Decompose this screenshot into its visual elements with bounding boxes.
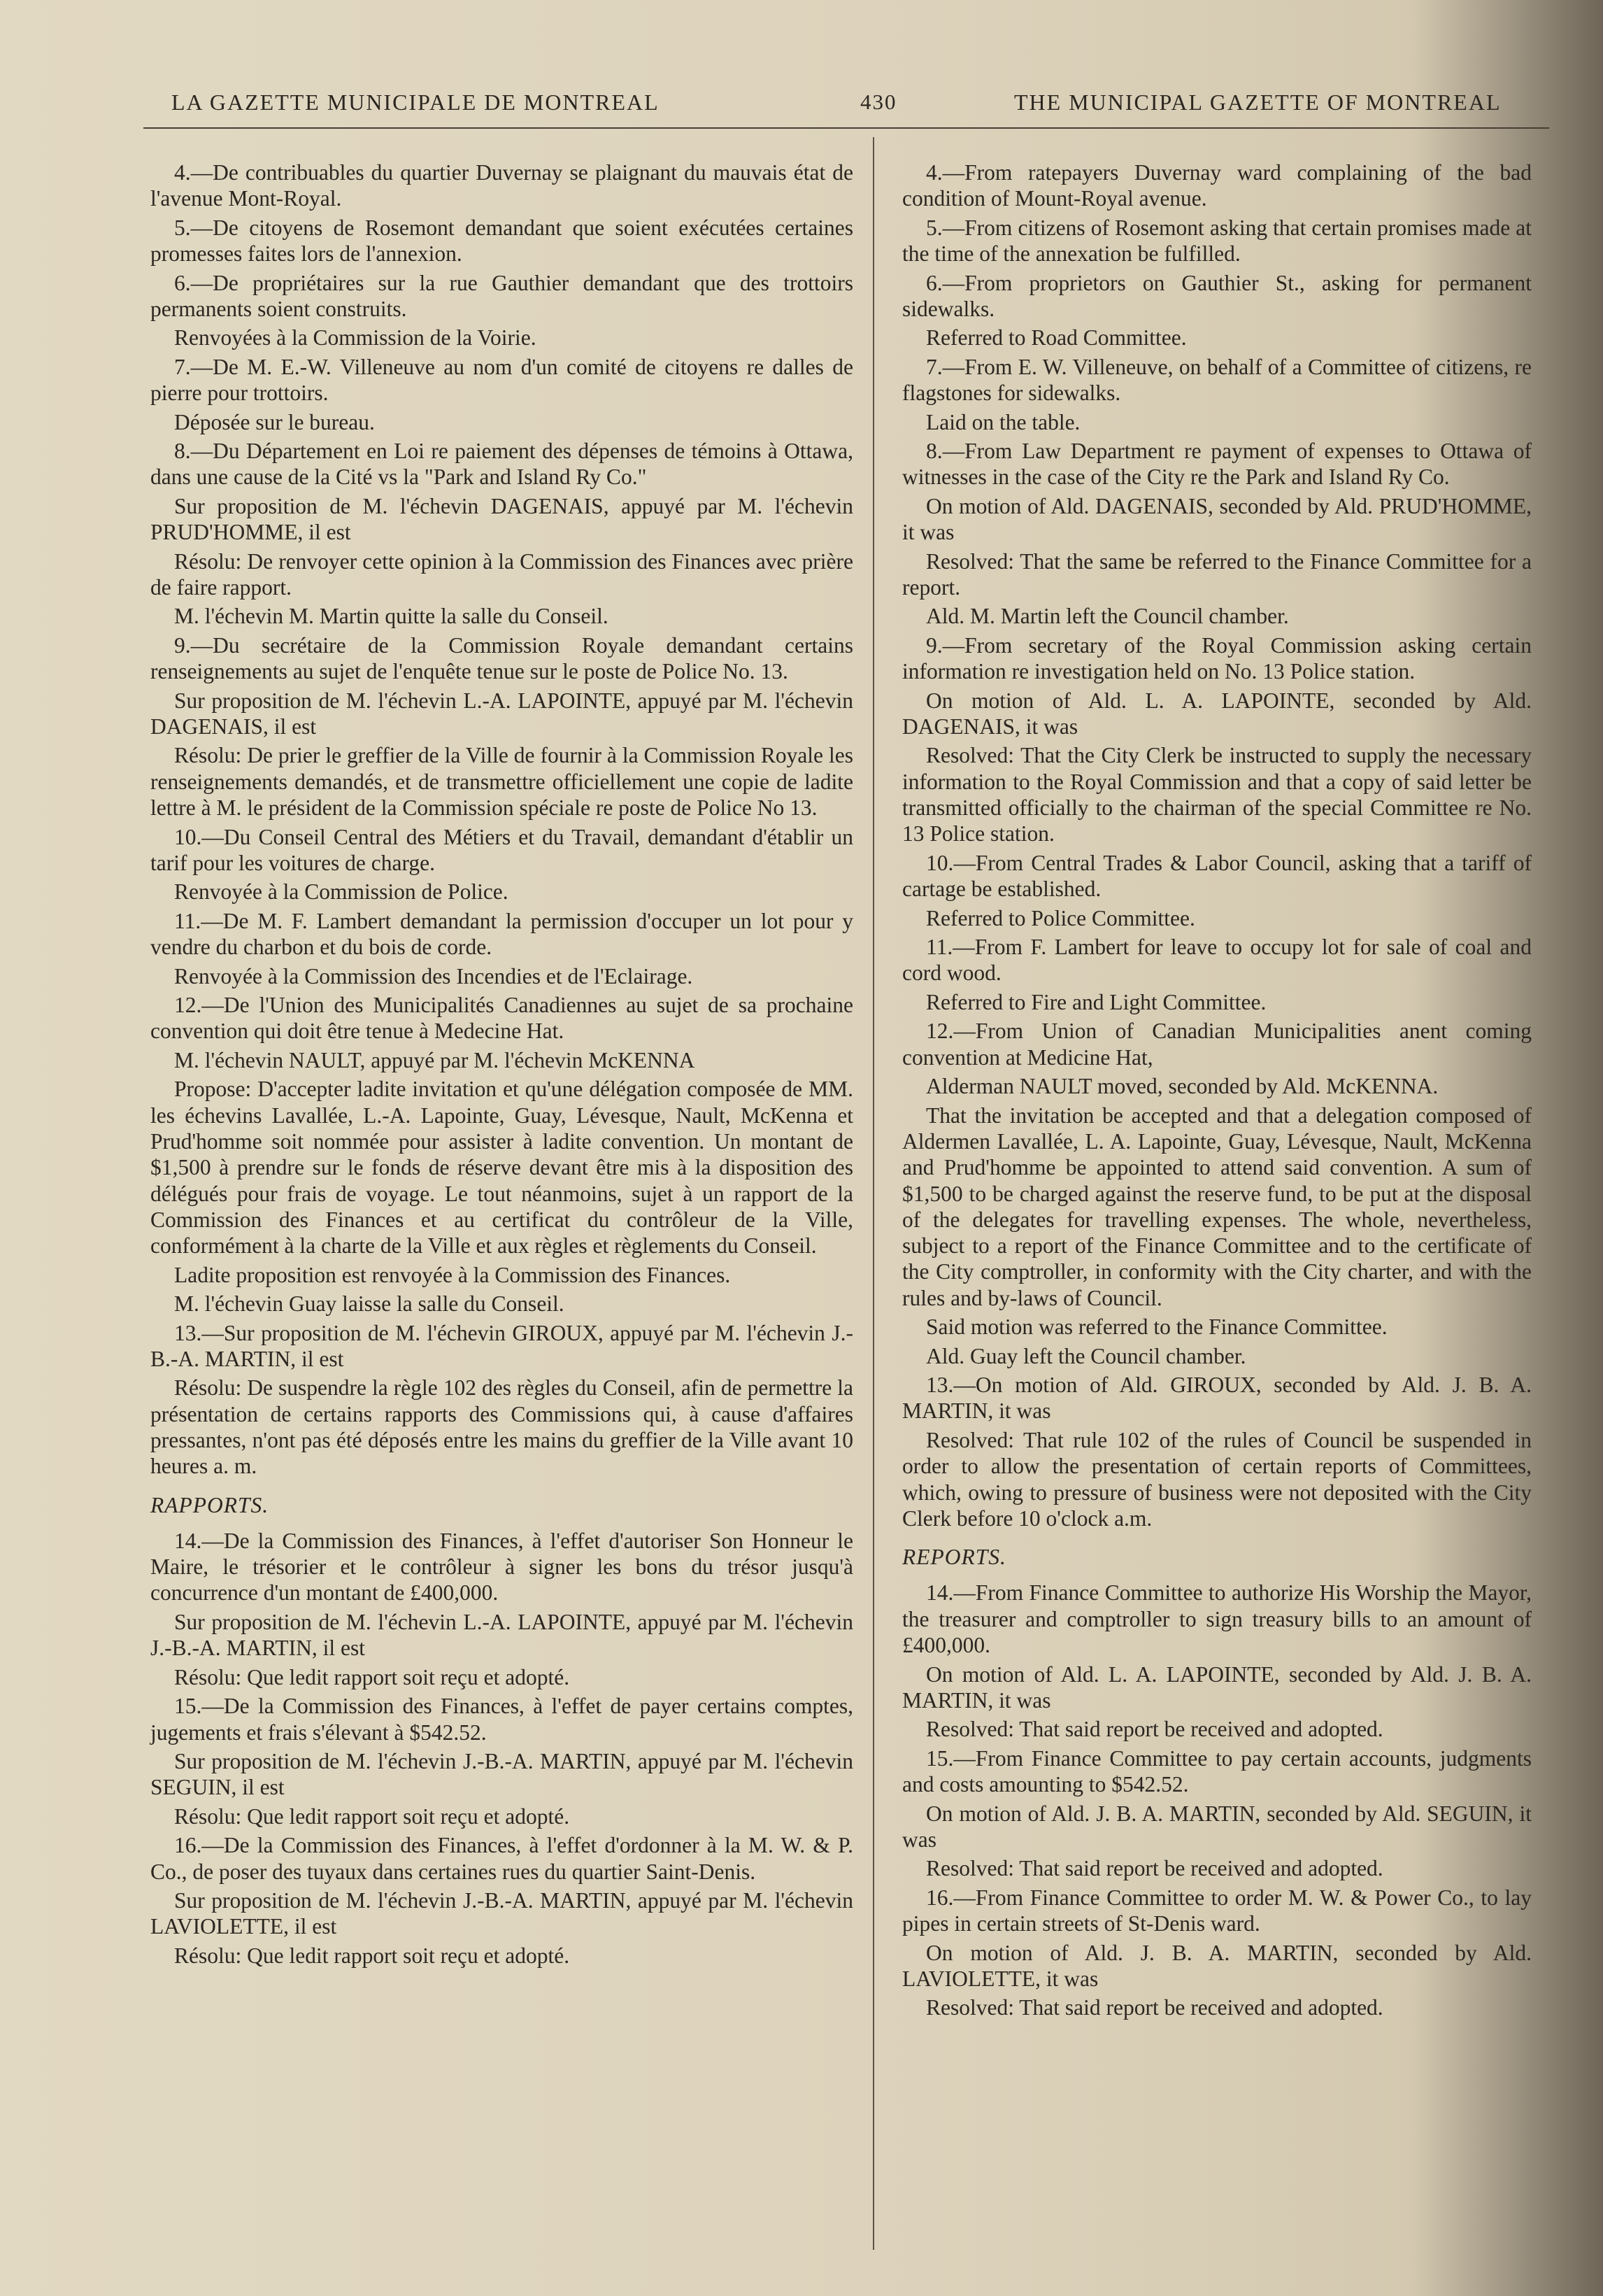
- english-paragraph: 8.—From Law Department re payment of expenses to Ottawa of witnesses in the case of the City re the Park and Island Ry Co.: [902, 439, 1532, 490]
- english-paragraph: On motion of Ald. J. B. A. MARTIN, seconded by Ald. SEGUIN, it was: [902, 1801, 1532, 1852]
- english-paragraph: Referred to Road Committee.: [926, 325, 1187, 350]
- english-paragraph: Resolved: That said report be received and adopted.: [926, 1856, 1383, 1881]
- english-paragraph: 7.—From E. W. Villeneuve, on behalf of a Committee of citizens, re flagstones for sidewalks.: [902, 354, 1532, 406]
- french-paragraph: 15.—De la Commission des Finances, à l'effet de payer certains comptes, jugements et frais s'élevant à $542.52.: [150, 1694, 853, 1745]
- english-paragraph: Referred to Fire and Light Committee.: [926, 989, 1267, 1014]
- header-rule: [143, 127, 1549, 129]
- french-paragraph: 12.—De l'Union des Municipalités Canadiennes au sujet de sa prochaine convention qui doit être tenue à Medecine Hat.: [150, 993, 853, 1044]
- french-paragraph: 16.—De la Commission des Finances, à l'effet d'ordonner à la M. W. & P. Co., de poser des tuyaux dans certaines rues du quartier Saint-Denis.: [150, 1833, 853, 1884]
- french-paragraph: Résolu: Que ledit rapport soit reçu et adopté.: [174, 1804, 570, 1829]
- french-paragraph: Sur proposition de M. l'échevin L.-A. LAPOINTE, appuyé par M. l'échevin DAGENAIS, il est: [150, 688, 853, 739]
- french-paragraph: 6.—De propriétaires sur la rue Gauthier demandant que des trottoirs permanents soient construits.: [150, 270, 853, 321]
- english-paragraph: Resolved: That the same be referred to the Finance Committee for a report.: [902, 548, 1532, 600]
- english-paragraph: 16.—From Finance Committee to order M. W. & Power Co., to lay pipes in certain streets of St-Denis ward.: [902, 1885, 1532, 1936]
- page-header: [171, 90, 1563, 123]
- french-paragraph: 5.—De citoyens de Rosemont demandant que soient exécutées certaines promesses faites lors de l'annexion.: [150, 215, 853, 267]
- french-paragraph: Renvoyée à la Commission des Incendies et de l'Eclairage.: [174, 963, 693, 988]
- french-paragraph: Sur proposition de M. l'échevin J.-B.-A. MARTIN, appuyé par M. l'échevin LAVIOLETTE, il est: [150, 1888, 853, 1939]
- french-paragraph: 4.—De contribuables du quartier Duvernay se plaignant du mauvais état de l'avenue Mont-Royal.: [150, 160, 853, 211]
- french-paragraph: M. l'échevin Guay laisse la salle du Conseil.: [174, 1291, 564, 1317]
- column-divider: [873, 137, 874, 2250]
- french-paragraph: Sur proposition de M. l'échevin J.-B.-A. MARTIN, appuyé par M. l'échevin SEGUIN, il est: [150, 1748, 853, 1800]
- english-paragraph: Resolved: That rule 102 of the rules of Council be suspended in order to allow the presentation of certain reports of Committees, which, owing to pressure of business were not deposited with the City Clerk before 10 o'clock a.m.: [902, 1427, 1532, 1531]
- english-paragraph: That the invitation be accepted and that a delegation composed of Aldermen Lavallée, L. A. Lapointe, Guay, Lévesque, Nault, McKenna and Prud'homme be appointed to attend said convention. A sum of $1,500 to be charged against the reserve fund, to be put at the disposal of the delegates for travelling expenses. The whole, nevertheless, subject to a report of the Finance Committee and to the certificate of the City comptroller, in conformity with the City charter, and with the rules and by-laws of Council.: [902, 1103, 1532, 1310]
- english-paragraph: Said motion was referred to the Finance Committee.: [926, 1314, 1388, 1340]
- french-paragraph: 11.—De M. F. Lambert demandant la permission d'occuper un lot pour y vendre du charbon et du bois de corde.: [150, 908, 853, 960]
- english-column: [902, 160, 1532, 2024]
- english-paragraph: 15.—From Finance Committee to pay certain accounts, judgments and costs amounting to $542.52.: [902, 1745, 1532, 1797]
- english-paragraph: On motion of Ald. L. A. LAPOINTE, seconded by Ald. DAGENAIS, it was: [902, 688, 1532, 739]
- french-paragraph: Propose: D'accepter ladite invitation et qu'une délégation composée de MM. les échevins Lavallée, L.-A. Lapointe, Guay, Lévesque, Nault, McKenna et Prud'homme soit nommée pour assister à ladite convention. Un montant de $1,500 à prendre sur le fonds de réserve devant être mis à la disposition des délégués pour frais de voyage. Le tout néanmoins, sujet à un rapport de la Commission des Finances et au certificat du contrôleur de la Ville, conformément à la charte de la Ville et aux règles et règlements du Conseil.: [150, 1077, 853, 1259]
- english-paragraph: Resolved: That said report be received and adopted.: [926, 1995, 1383, 2020]
- english-paragraph: On motion of Ald. L. A. LAPOINTE, seconded by Ald. J. B. A. MARTIN, it was: [902, 1661, 1532, 1713]
- english-paragraph: 14.—From Finance Committee to authorize His Worship the Mayor, the treasurer and comptroller to sign treasury bills to an amount of £400,000.: [902, 1580, 1532, 1658]
- english-paragraph: Resolved: That said report be received and adopted.: [926, 1717, 1383, 1742]
- french-paragraph: 10.—Du Conseil Central des Métiers et du Travail, demandant d'établir un tarif pour les voitures de charge.: [150, 824, 853, 875]
- english-paragraph: Referred to Police Committee.: [926, 905, 1195, 930]
- french-paragraph: M. l'échevin M. Martin quitte la salle du Conseil.: [174, 604, 608, 629]
- english-paragraph: 6.—From proprietors on Gauthier St., asking for permanent sidewalks.: [902, 270, 1532, 321]
- french-paragraph: 9.—Du secrétaire de la Commission Royale demandant certains renseignements au sujet de l'enquête tenue sur le poste de Police No. 13.: [150, 632, 853, 684]
- french-paragraph: Renvoyée à la Commission de Police.: [174, 879, 508, 905]
- english-paragraph: 13.—On motion of Ald. GIROUX, seconded by Ald. J. B. A. MARTIN, it was: [902, 1373, 1532, 1424]
- french-paragraph: Résolu: Que ledit rapport soit reçu et adopté.: [174, 1664, 570, 1689]
- header-english-title: THE MUNICIPAL GAZETTE OF MONTREAL: [1014, 90, 1502, 115]
- english-paragraph: 5.—From citizens of Rosemont asking that certain promises made at the time of the annexation be fulfilled.: [902, 215, 1532, 267]
- english-paragraph: Alderman NAULT moved, seconded by Ald. McKENNA.: [926, 1074, 1439, 1099]
- french-paragraph: Déposée sur le bureau.: [174, 409, 375, 434]
- page-number: 430: [860, 90, 897, 114]
- french-paragraph: Sur proposition de M. l'échevin DAGENAIS, appuyé par M. l'échevin PRUD'HOMME, il est: [150, 493, 853, 545]
- french-paragraph: Résolu: De prier le greffier de la Ville de fournir à la Commission Royale les renseignements demandés, et de transmettre officiellement une copie de ladite lettre à M. le président de la Commission spéciale re poste de Police No 13.: [150, 743, 853, 821]
- french-paragraph: Résolu: De suspendre la règle 102 des règles du Conseil, afin de permettre la présentation de certains rapports des Commissions qui, à cause d'affaires pressantes, n'ont pas été déposés entre les mains du greffier de la Ville avant 10 heures a. m.: [150, 1375, 853, 1479]
- french-paragraph: Renvoyées à la Commission de la Voirie.: [174, 325, 536, 350]
- french-paragraph: 7.—De M. E.-W. Villeneuve au nom d'un comité de citoyens re dalles de pierre pour trottoirs.: [150, 354, 853, 406]
- french-section-heading: RAPPORTS.: [150, 1492, 269, 1517]
- french-paragraph: 13.—Sur proposition de M. l'échevin GIROUX, appuyé par M. l'échevin J.-B.-A. MARTIN, il est: [150, 1320, 853, 1371]
- english-paragraph: 11.—From F. Lambert for leave to occupy lot for sale of coal and cord wood.: [902, 935, 1532, 986]
- english-paragraph: Laid on the table.: [926, 409, 1081, 434]
- french-paragraph: Ladite proposition est renvoyée à la Commission des Finances.: [174, 1262, 731, 1287]
- french-column: [150, 160, 853, 1971]
- french-paragraph: 14.—De la Commission des Finances, à l'effet d'autoriser Son Honneur le Maire, le trésorier et le contrôleur à signer les bons du trésor jusqu'à concurrence d'un montant de £400,000.: [150, 1528, 853, 1606]
- english-paragraph: Resolved: That the City Clerk be instructed to supply the necessary information to the Royal Commission and that a copy of said letter be transmitted officially to the chairman of the special Committee re No. 13 Police station.: [902, 743, 1532, 846]
- english-paragraph: 12.—From Union of Canadian Municipalities anent coming convention at Medicine Hat,: [902, 1019, 1532, 1070]
- french-paragraph: 8.—Du Département en Loi re paiement des dépenses de témoins à Ottawa, dans une cause de la Cité vs la "Park and Island Ry Co.": [150, 439, 853, 490]
- english-paragraph: On motion of Ald. DAGENAIS, seconded by Ald. PRUD'HOMME, it was: [902, 493, 1532, 545]
- french-paragraph: Résolu: De renvoyer cette opinion à la Commission des Finances avec prière de faire rapport.: [150, 548, 853, 600]
- english-paragraph: Ald. M. Martin left the Council chamber.: [926, 604, 1289, 629]
- french-paragraph: Sur proposition de M. l'échevin L.-A. LAPOINTE, appuyé par M. l'échevin J.-B.-A. MARTIN, il est: [150, 1609, 853, 1661]
- english-section-heading: REPORTS.: [902, 1545, 1006, 1570]
- english-paragraph: On motion of Ald. J. B. A. MARTIN, seconded by Ald. LAVIOLETTE, it was: [902, 1940, 1532, 1991]
- english-paragraph: Ald. Guay left the Council chamber.: [926, 1343, 1246, 1368]
- english-paragraph: 9.—From secretary of the Royal Commission asking certain information re investigation held on No. 13 Police station.: [902, 632, 1532, 684]
- french-paragraph: M. l'échevin NAULT, appuyé par M. l'échevin McKENNA: [174, 1047, 695, 1072]
- english-paragraph: 10.—From Central Trades & Labor Council, asking that a tariff of cartage be established.: [902, 850, 1532, 902]
- english-paragraph: 4.—From ratepayers Duvernay ward complaining of the bad condition of Mount-Royal avenue.: [902, 160, 1532, 211]
- french-paragraph: Résolu: Que ledit rapport soit reçu et adopté.: [174, 1943, 570, 1968]
- header-french-title: LA GAZETTE MUNICIPALE DE MONTREAL: [171, 90, 660, 115]
